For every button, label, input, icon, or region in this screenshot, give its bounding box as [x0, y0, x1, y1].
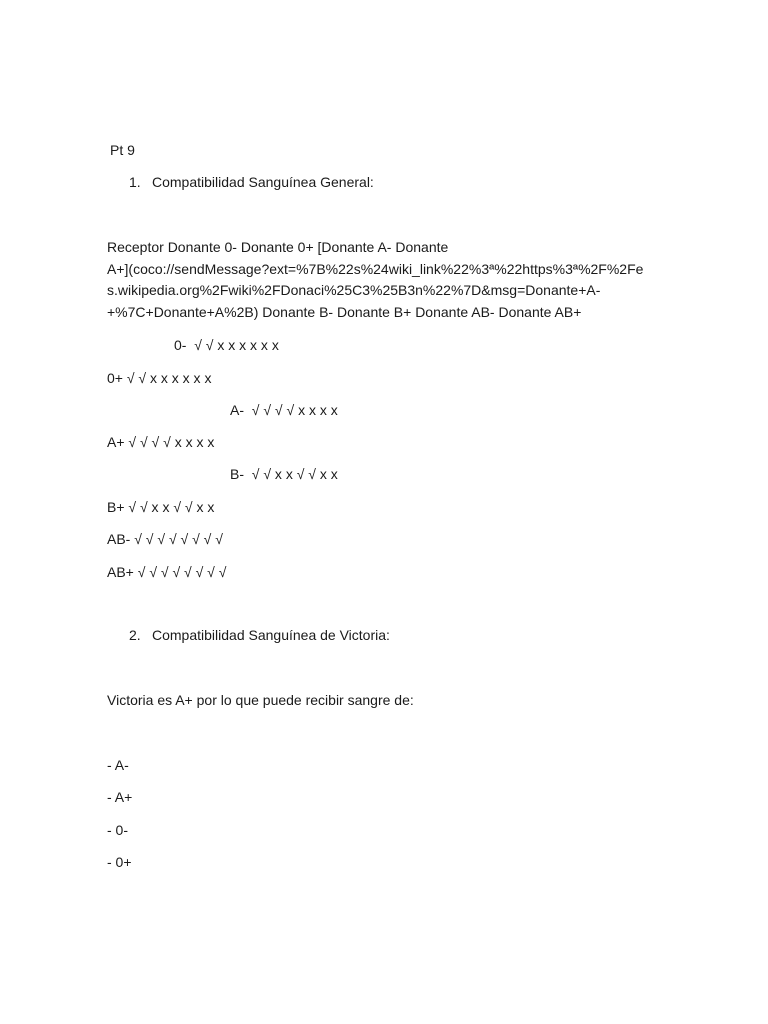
table-row-ab-pos: AB+ √ √ √ √ √ √ √ √ — [107, 564, 227, 580]
list-item: - 0- — [107, 822, 128, 838]
part-label: Pt 9 — [110, 142, 135, 158]
list-item: - A+ — [107, 789, 133, 805]
section2-heading: Compatibilidad Sanguínea de Victoria: — [152, 627, 390, 643]
section1-number: 1. — [129, 174, 141, 190]
list-item: - A- — [107, 757, 129, 773]
table-row-0-neg: 0- √ √ x x x x x x — [174, 337, 279, 353]
table-header-line: Receptor Donante 0- Donante 0+ [Donante A- Donante — [107, 239, 449, 255]
table-row-b-pos: B+ √ √ x x √ √ x x — [107, 499, 215, 515]
table-row-b-neg: B- √ √ x x √ √ x x — [230, 466, 338, 482]
table-header-paragraph — [107, 237, 667, 323]
table-row-ab-neg: AB- √ √ √ √ √ √ √ √ — [107, 531, 223, 547]
table-header-line: s.wikipedia.org%2Fwiki%2FDonaci%25C3%25B3n%22%7D&msg=Donante+A- — [107, 282, 601, 298]
list-item: - 0+ — [107, 854, 132, 870]
table-row-a-neg: A- √ √ √ √ x x x x — [230, 402, 338, 418]
section2-number: 2. — [129, 627, 141, 643]
table-row-a-pos: A+ √ √ √ √ x x x x — [107, 434, 215, 450]
table-header-line: +%7C+Donante+A%2B) Donante B- Donante B+ Donante AB- Donante AB+ — [107, 303, 582, 320]
table-row-0-pos: 0+ √ √ x x x x x x — [107, 370, 212, 386]
victoria-sentence: Victoria es A+ por lo que puede recibir sangre de: — [107, 692, 414, 708]
section1-heading: Compatibilidad Sanguínea General: — [152, 174, 374, 190]
table-header-line: A+](coco://sendMessage?ext=%7B%22s%24wiki_link%22%3ª%22https%3ª%2F%2Fe — [107, 260, 644, 277]
